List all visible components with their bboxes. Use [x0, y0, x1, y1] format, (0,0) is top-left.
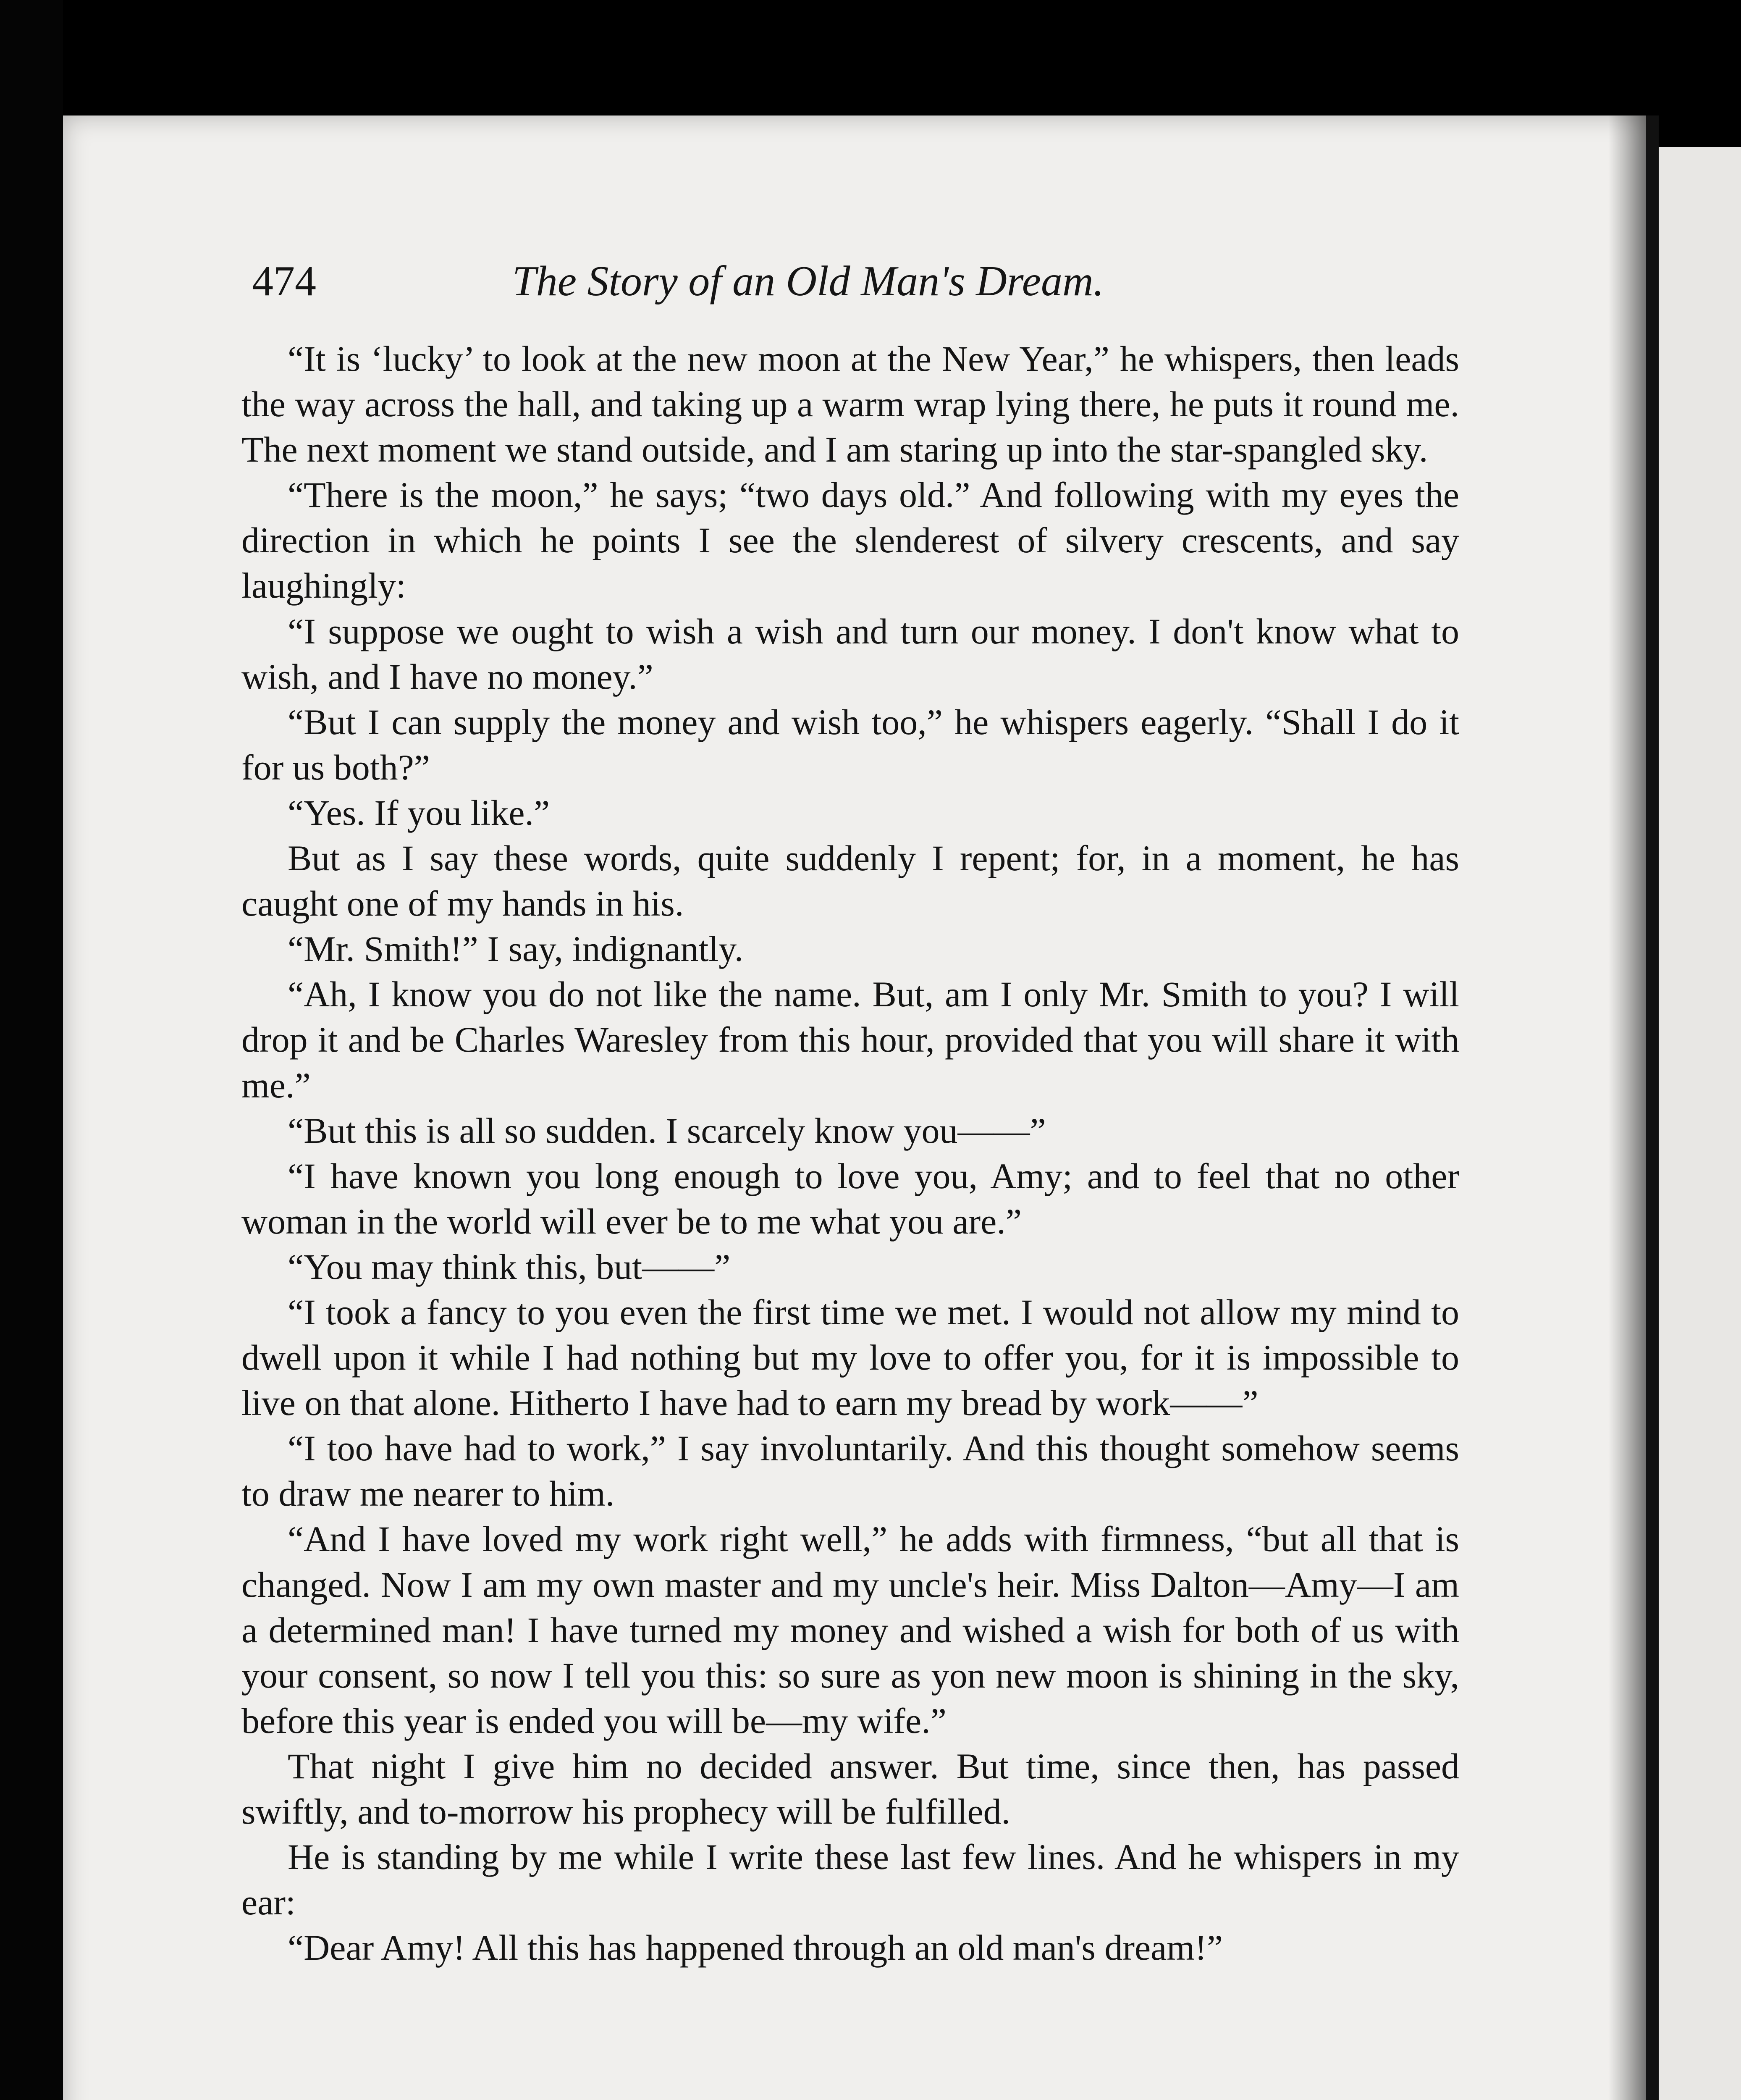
paragraph: “I too have had to work,” I say involuntarily. And this thought somehow seems to draw me nearer to him. [241, 1428, 1459, 1514]
page-header [252, 252, 1470, 311]
next-page-edge [1652, 147, 1741, 2100]
paragraph: That night I give him no decided answer. But time, since then, has passed swiftly, and to-morrow his prophecy will be fulfilled. [241, 1746, 1459, 1832]
page-binding-shadow [1608, 116, 1646, 2100]
paragraph: “There is the moon,” he says; “two days old.” And following with my eyes the direction in which he points I see the slenderest of silvery crescents, and say laughingly: [241, 475, 1459, 606]
paragraph: But as I say these words, quite suddenly I repent; for, in a moment, he has caught one of my hands in his. [241, 838, 1459, 924]
paragraph: He is standing by me while I write these last few lines. And he whispers in my ear: [241, 1837, 1459, 1923]
paragraph: “I suppose we ought to wish a wish and turn our money. I don't know what to wish, and I have no money.” [241, 611, 1459, 697]
paragraph: “Yes. If you like.” [288, 792, 550, 833]
paragraph: “It is ‘lucky’ to look at the new moon at the New Year,” he whispers, then leads the way across the hall, and taking up a warm wrap lying there, he puts it round me. The next moment we stand outside, and I am staring up into the star-spangled sky. [241, 339, 1459, 470]
scan-background [0, 0, 63, 2100]
story-text [241, 336, 1459, 1970]
paragraph: “But I can supply the money and wish too,” he whispers eagerly. “Shall I do it for us both?” [241, 701, 1459, 788]
paragraph: “I took a fancy to you even the first time we met. I would not allow my mind to dwell upon it while I had nothing but my love to offer you, for it is impossible to live on that alone. Hitherto I have had to earn my bread by work——” [241, 1292, 1459, 1423]
running-title: The Story of an Old Man's Dream. [512, 257, 1104, 305]
page-number: 474 [252, 257, 316, 305]
paragraph: “And I have loved my work right well,” he adds with firmness, “but all that is changed. Now I am my own master and my uncle's heir. Miss Dalton—Amy—I am a determined man! I have turned my money and wished a wish for both of us with your consent, so now I tell you this: so sure as yon new moon is shining in the sky, before this year is ended you will be—my wife.” [241, 1519, 1459, 1741]
page-gutter [1646, 116, 1659, 2100]
paragraph: “Ah, I know you do not like the name. But, am I only Mr. Smith to you? I will drop it and be Charles Waresley from this hour, provided that you will share it with me.” [241, 974, 1459, 1105]
paragraph: “But this is all so sudden. I scarcely know you——” [288, 1110, 1046, 1151]
paragraph: “Dear Amy! All this has happened through an old man's dream!” [288, 1927, 1223, 1968]
paragraph: “You may think this, but——” [288, 1246, 731, 1287]
paragraph: “I have known you long enough to love you, Amy; and to feel that no other woman in the world will ever be to me what you are.” [241, 1155, 1459, 1242]
paragraph: “Mr. Smith!” I say, indignantly. [288, 929, 744, 969]
